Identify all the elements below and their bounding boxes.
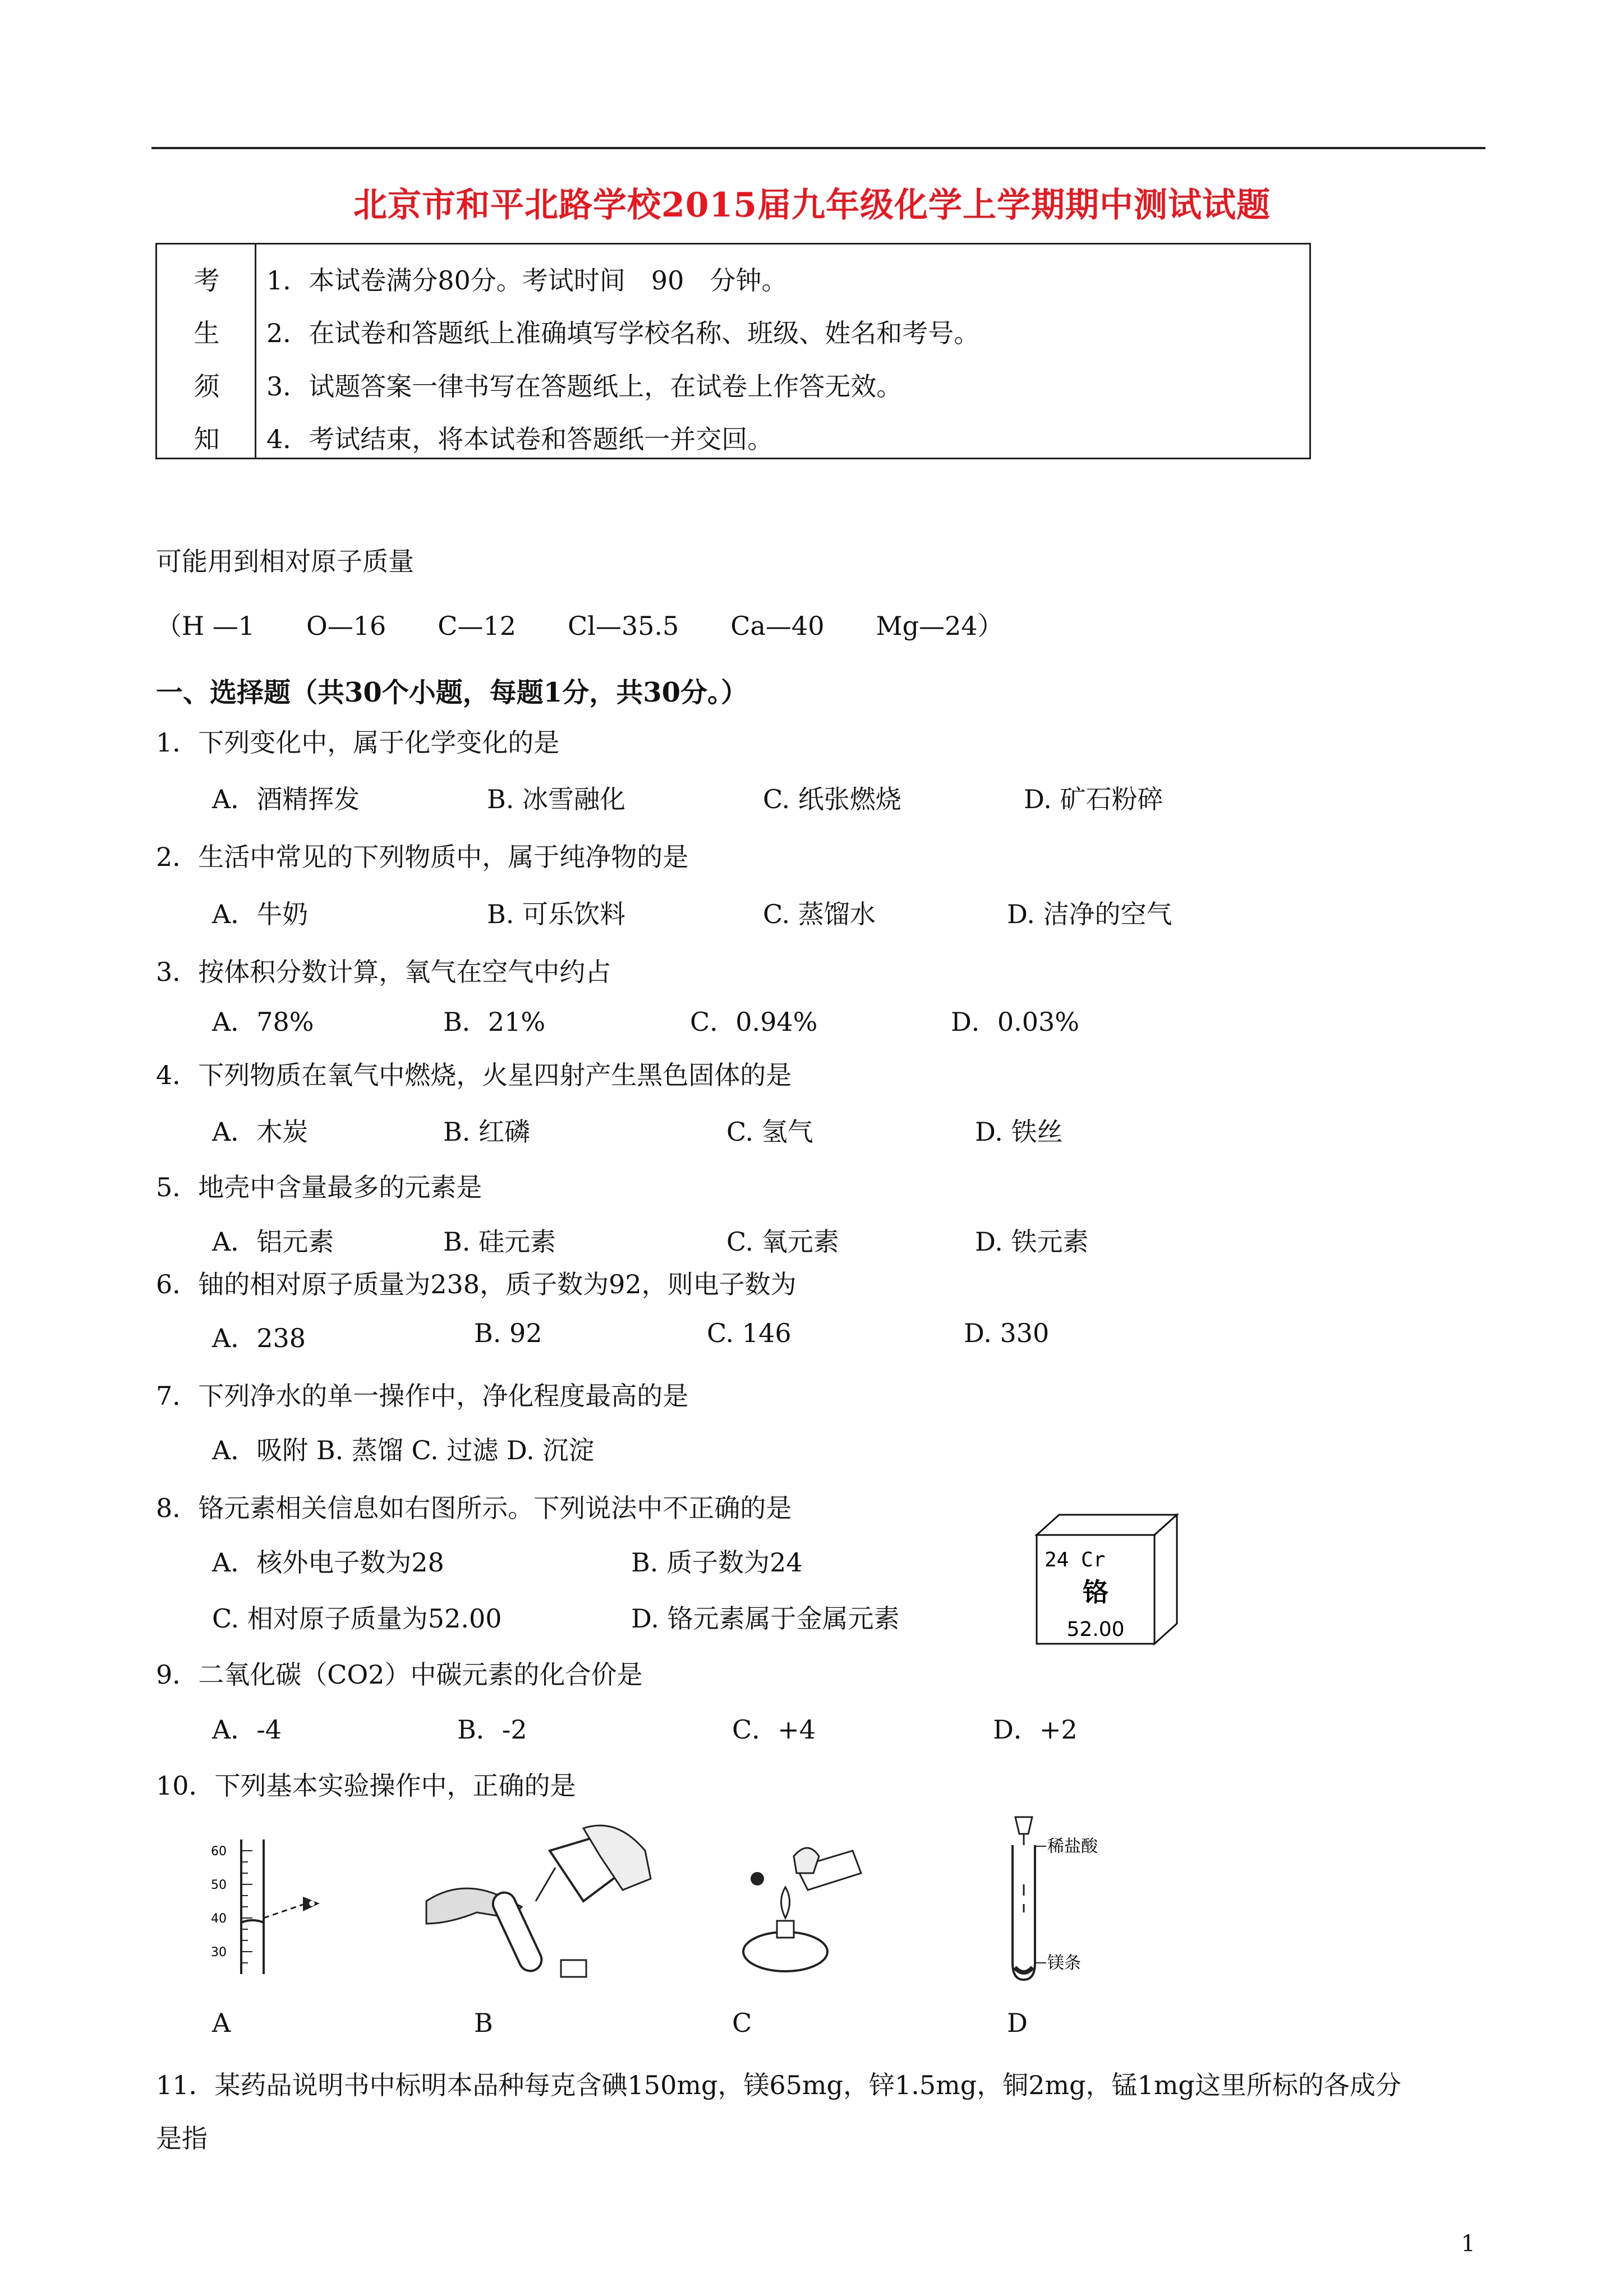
question-stem-continued: 是指 (156, 2123, 208, 2154)
option: A．吸附 B. 蒸馏 C. 过滤 D. 沉淀 (212, 1435, 595, 1465)
cylinder-tick-label: 30 (211, 1945, 227, 1960)
option: C. 146 (707, 1318, 792, 1348)
option: B. 92 (474, 1318, 542, 1348)
notice-rule: 4．考试结束，将本试卷和答题纸一并交回。 (266, 424, 774, 454)
element-name: 铬 (1083, 1577, 1108, 1607)
question-stem: 1．下列变化中，属于化学变化的是 (156, 727, 560, 758)
option: A．牛奶 (212, 899, 309, 929)
figure-label: B (474, 2008, 493, 2038)
option: B．-2 (457, 1714, 527, 1745)
pouring-liquid-figure (415, 1817, 662, 1985)
header-rule (151, 147, 1485, 149)
dilute-hcl-label: 稀盐酸 (1047, 1837, 1098, 1856)
option: A．78% (212, 1007, 314, 1037)
notice-label-char: 须 (194, 371, 220, 402)
notice-label-column (157, 245, 256, 458)
notice-rule: 3．试题答案一律书写在答题纸上，在试卷上作答无效。 (266, 371, 903, 402)
notice-label-char: 考 (194, 265, 220, 296)
atomic-mass-heading: 可能用到相对原子质量 (156, 546, 414, 577)
notice-label-char: 生 (194, 318, 220, 348)
option: D．0.03% (951, 1007, 1080, 1037)
question-stem: 3．按体积分数计算，氧气在空气中约占 (156, 957, 611, 987)
option: D. 铁元素 (975, 1227, 1089, 1257)
option: B. 冰雪融化 (487, 784, 626, 814)
exam-notice-box (155, 243, 1311, 459)
question-stem: 6．铀的相对原子质量为238，质子数为92，则电子数为 (156, 1269, 797, 1299)
option: A．木炭 (212, 1117, 309, 1147)
cylinder-tick-label: 50 (211, 1878, 227, 1892)
cylinder-tick-label: 40 (211, 1912, 227, 1926)
notice-label-char: 知 (194, 424, 220, 454)
page-title: 北京市和平北路学校2015届九年级化学上学期期中测试试题 (353, 186, 1271, 225)
figure-label: C (732, 2008, 752, 2038)
figure-label: D (1007, 2008, 1028, 2038)
question-stem: 10．下列基本实验操作中，正确的是 (156, 1771, 576, 1801)
notice-rule: 2．在试卷和答题纸上准确填写学校名称、班级、姓名和考号。 (266, 318, 980, 348)
option: C. 蒸馏水 (763, 899, 876, 929)
question-stem: 8．铬元素相关信息如右图所示。下列说法中不正确的是 (156, 1493, 792, 1523)
option: A．238 (212, 1323, 306, 1353)
option: D. 矿石粉碎 (1024, 784, 1163, 814)
question-stem: 4．下列物质在氧气中燃烧，火星四射产生黑色固体的是 (156, 1060, 792, 1090)
element-mass: 52.00 (1066, 1618, 1125, 1641)
option: B. 质子数为24 (631, 1547, 803, 1578)
notice-rule: 1．本试卷满分80分。考试时间 90 分钟。 (266, 265, 788, 296)
option: C．0.94% (690, 1007, 818, 1037)
option: C. 纸张燃烧 (763, 784, 901, 814)
option: C. 相对原子质量为52.00 (212, 1603, 502, 1634)
question-stem: 5．地壳中含量最多的元素是 (156, 1172, 482, 1202)
mg-strip-label: 镁条 (1047, 1953, 1081, 1973)
figure-label: A (212, 2008, 231, 2038)
option: B. 硅元素 (443, 1227, 556, 1257)
option: C. 氢气 (726, 1117, 813, 1147)
option: D．+2 (993, 1714, 1078, 1745)
option: B. 红磷 (443, 1117, 531, 1147)
option: B. 可乐饮料 (487, 899, 626, 929)
option: D. 铬元素属于金属元素 (631, 1603, 900, 1634)
question-stem: 11．某药品说明书中标明本品种每克含碘150mg，镁65mg，锌1.5mg，铜2mg，锰1mg这里所标的各成分 (156, 2070, 1401, 2100)
question-stem: 2．生活中常见的下列物质中，属于纯净物的是 (156, 842, 689, 872)
element-number-symbol: 24 Cr (1045, 1548, 1106, 1571)
alcohol-lamp-figure (724, 1834, 869, 1980)
option: D. 铁丝 (975, 1117, 1063, 1147)
question-stem: 7．下列净水的单一操作中，净化程度最高的是 (156, 1381, 689, 1411)
option: A．核外电子数为28 (212, 1547, 444, 1578)
option: D. 洁净的空气 (1007, 899, 1172, 929)
test-tube-figure (984, 1811, 1153, 1985)
option: B．21% (443, 1007, 546, 1037)
option: A．铝元素 (212, 1227, 334, 1257)
atomic-mass-list: （H —1 O—16 C—12 Cl—35.5 Ca—40 Mg—24） (156, 611, 1004, 641)
option: C．+4 (732, 1714, 816, 1745)
cylinder-tick-label: 60 (211, 1845, 227, 1859)
page-number: 1 (1461, 2231, 1475, 2257)
option: D. 330 (964, 1318, 1050, 1348)
option: A．酒精挥发 (212, 784, 360, 814)
graduated-cylinder-figure (208, 1834, 331, 1980)
question-stem: 9．二氧化碳（CO2）中碳元素的化合价是 (156, 1659, 643, 1690)
section-heading: 一、选择题（共30个小题，每题1分，共30分。） (156, 677, 748, 708)
element-card-figure (1032, 1511, 1184, 1646)
option: C. 氧元素 (726, 1227, 839, 1257)
option: A．-4 (212, 1714, 282, 1745)
